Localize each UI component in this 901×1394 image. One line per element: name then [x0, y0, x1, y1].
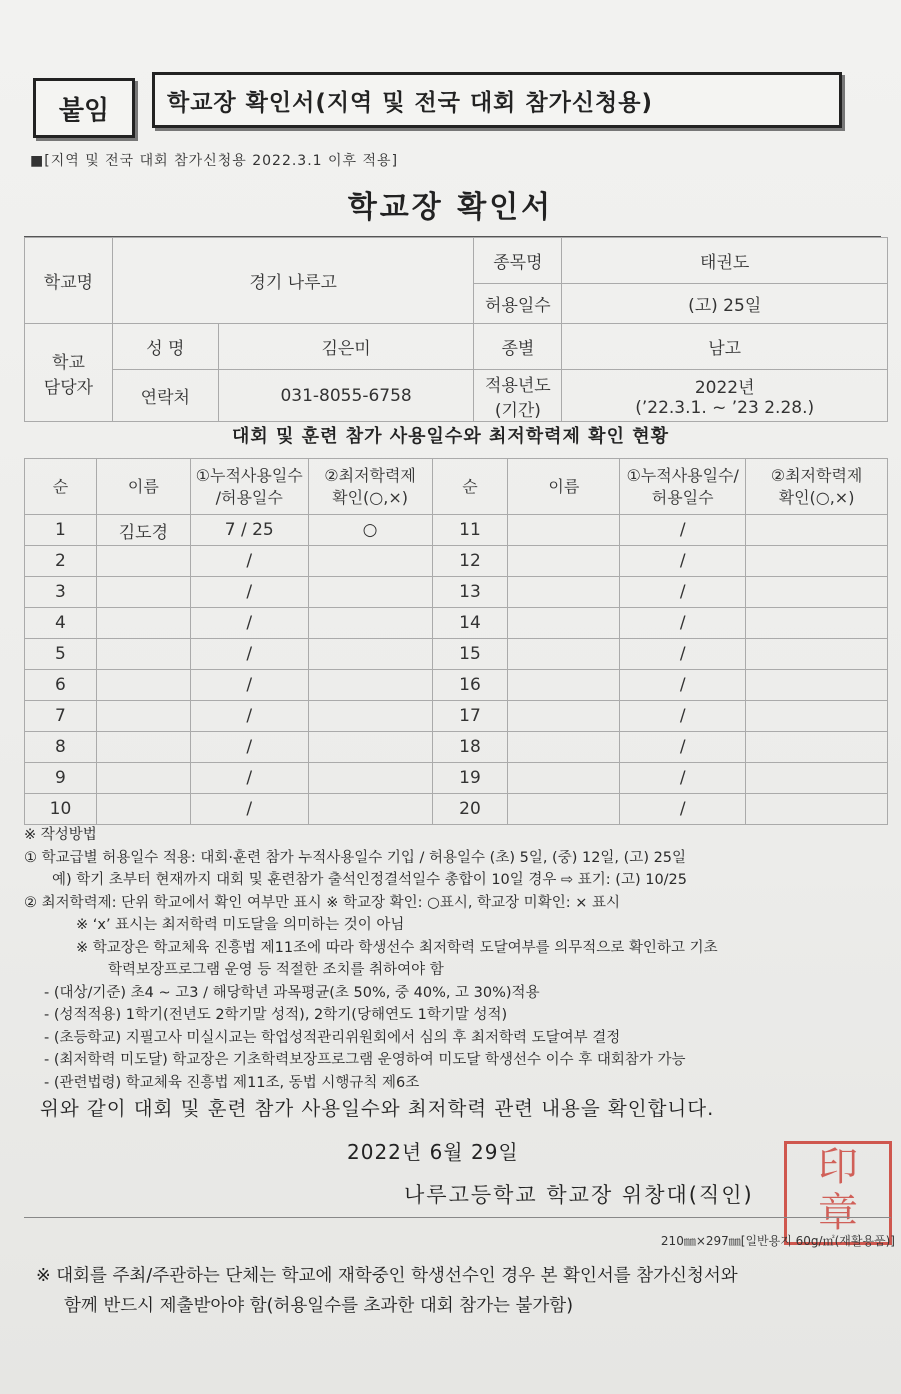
event-value: 태권도 — [562, 238, 888, 284]
row-number-cell: 2 — [25, 546, 97, 577]
used-days-cell: / — [620, 546, 746, 577]
confirmation-statement: 위와 같이 대회 및 훈련 참가 사용일수와 최저학력 관련 내용을 확인합니다. — [40, 1097, 715, 1120]
note-line: ※ ‘x’ 표시는 최저학력 미도달을 의미하는 것이 아님 — [76, 917, 405, 933]
row-number-cell: 9 — [25, 763, 97, 794]
division-label: 종별 — [474, 324, 562, 370]
note-line: ※ 작성방법 — [24, 827, 97, 843]
paper-spec: 210㎜×297㎜[일반용지 60g/㎡(재활용품)] — [660, 1234, 895, 1248]
table-row — [25, 639, 888, 670]
used-days-cell: / — [620, 670, 746, 701]
used-days-cell: / — [620, 701, 746, 732]
min-academic-check-cell — [746, 794, 888, 825]
row-number-cell: 11 — [432, 515, 508, 546]
used-days-cell: / — [190, 763, 308, 794]
header-min-line2: 확인(○,×) — [332, 487, 408, 507]
header-min-right-line1: ②최저학력제 — [770, 465, 863, 485]
row-number-cell: 18 — [432, 732, 508, 763]
footnote — [36, 1261, 886, 1321]
header-name: 이름 — [96, 459, 190, 515]
period-year: 2022년 — [694, 378, 755, 398]
row-number-cell: 4 — [25, 608, 97, 639]
min-academic-check-cell — [746, 763, 888, 794]
name-value: 김은미 — [218, 324, 474, 370]
min-academic-check-cell — [746, 639, 888, 670]
min-academic-check-cell: ○ — [308, 515, 432, 546]
header-used-days-right — [620, 459, 746, 515]
row-number-cell: 7 — [25, 701, 97, 732]
used-days-cell: / — [620, 608, 746, 639]
used-days-cell: / — [190, 639, 308, 670]
student-name-cell — [96, 794, 190, 825]
note-line: ① 학교급별 허용일수 적용: 대회·훈련 참가 누적사용일수 기입 / 허용일수 (초) 5일, (중) 12일, (고) 25일 — [24, 849, 687, 866]
min-academic-check-cell — [308, 639, 432, 670]
info-table — [24, 237, 888, 422]
student-name-cell: 김도경 — [96, 515, 190, 546]
student-name-cell — [508, 794, 620, 825]
school-value: 경기 나루고 — [112, 238, 474, 324]
manager-label-line2: 담당자 — [43, 377, 94, 398]
used-days-cell: / — [190, 794, 308, 825]
note-line: 학력보장프로그램 운영 등 적절한 조치를 취하여야 함 — [108, 962, 444, 978]
table-row — [25, 577, 888, 608]
header-used-line1: ①누적사용일수 — [195, 465, 303, 485]
header-used-right-line1: ①누적사용일수/ — [626, 465, 739, 485]
student-name-cell — [508, 546, 620, 577]
row-number-cell: 6 — [25, 670, 97, 701]
min-academic-check-cell — [746, 577, 888, 608]
min-academic-check-cell — [746, 608, 888, 639]
header-min-right-line2: 확인(○,×) — [778, 487, 855, 507]
used-days-cell: / — [620, 794, 746, 825]
min-academic-check-cell — [308, 608, 432, 639]
issue-date: 2022년 6월 29일 — [347, 1140, 519, 1164]
document-header-title: 학교장 확인서(지역 및 전국 대회 참가신청용) — [152, 72, 842, 128]
row-number-cell: 12 — [432, 546, 508, 577]
header-name-right: 이름 — [508, 459, 620, 515]
table-row — [25, 515, 888, 546]
used-days-cell: 7 / 25 — [190, 515, 308, 546]
header-used-right-line2: 허용일수 — [651, 487, 714, 507]
student-name-cell — [96, 577, 190, 608]
row-number-cell: 8 — [25, 732, 97, 763]
used-days-cell: / — [620, 577, 746, 608]
row-number-cell: 15 — [432, 639, 508, 670]
min-academic-check-cell — [746, 701, 888, 732]
row-number-cell: 13 — [432, 577, 508, 608]
used-days-cell: / — [620, 732, 746, 763]
manager-label-line1: 학교 — [52, 352, 85, 373]
event-label: 종목명 — [474, 238, 562, 284]
note-line: - (최저학력 미도달) 학교장은 기초학력보장프로그램 운영하여 미도달 학생선수 이수 후 대회참가 가능 — [44, 1052, 686, 1068]
used-days-cell: / — [190, 732, 308, 763]
row-number-cell: 5 — [25, 639, 97, 670]
row-number-cell: 19 — [432, 763, 508, 794]
student-name-cell — [508, 608, 620, 639]
name-label: 성 명 — [112, 324, 218, 370]
student-name-cell — [508, 701, 620, 732]
used-days-cell: / — [190, 701, 308, 732]
min-academic-check-cell — [746, 670, 888, 701]
note-line: - (초등학교) 지필고사 미실시교는 학업성적관리위원회에서 심의 후 최저학력 도달여부 결정 — [44, 1029, 621, 1046]
footnote-line: 함께 반드시 제출받아야 함(허용일수를 초과한 대회 참가는 불가함) — [64, 1296, 574, 1316]
allowed-days-label: 허용일수 — [474, 284, 562, 324]
period-value — [562, 370, 888, 422]
allowed-days-value: (고) 25일 — [562, 284, 888, 324]
table-row — [25, 732, 888, 763]
manager-label — [25, 324, 113, 422]
min-academic-check-cell — [746, 546, 888, 577]
table-row — [25, 608, 888, 639]
min-academic-check-cell — [308, 670, 432, 701]
student-name-cell — [96, 732, 190, 763]
header-min-academic — [308, 459, 432, 515]
contact-value: 031-8055-6758 — [218, 370, 474, 422]
used-days-cell: / — [190, 670, 308, 701]
student-name-cell — [96, 763, 190, 794]
student-name-cell — [508, 639, 620, 670]
note-line: ※ 학교장은 학교체육 진흥법 제11조에 따라 학생선수 최저학력 도달여부를 의무적으로 확인하고 기초 — [76, 939, 718, 956]
table-row — [25, 546, 888, 577]
header-used-line2: /허용일수 — [215, 487, 283, 507]
used-days-cell: / — [620, 639, 746, 670]
contact-label: 연락처 — [112, 370, 218, 422]
min-academic-check-cell — [308, 763, 432, 794]
footnote-line: ※ 대회를 주최/주관하는 단체는 학교에 재학중인 학생선수인 경우 본 확인서를 참가신청서와 — [36, 1266, 738, 1286]
row-number-cell: 17 — [432, 701, 508, 732]
note-line: - (대상/기준) 초4 ~ 고3 / 해당학년 과목평균(초 50%, 중 40%, 고 30%)적용 — [44, 984, 540, 1001]
applicability-note: ■[지역 및 전국 대회 참가신청용 2022.3.1 이후 적용] — [30, 153, 399, 169]
attachment-badge: 붙임 — [33, 78, 135, 138]
period-label — [474, 370, 562, 422]
used-days-cell: / — [190, 577, 308, 608]
attendance-table — [24, 458, 888, 825]
min-academic-check-cell — [308, 546, 432, 577]
header-used-days — [190, 459, 308, 515]
page-title: 학교장 확인서 — [347, 190, 554, 225]
row-number-cell: 1 — [25, 515, 97, 546]
used-days-cell: / — [620, 515, 746, 546]
note-line: ② 최저학력제: 단위 학교에서 확인 여부만 표시 ※ 학교장 확인: ○표시, 학교장 미확인: × 표시 — [24, 894, 620, 911]
table-row — [25, 794, 888, 825]
min-academic-check-cell — [308, 732, 432, 763]
principal-signature: 나루고등학교 학교장 위창대(직인) — [404, 1183, 754, 1207]
table-row — [25, 670, 888, 701]
table-row — [25, 763, 888, 794]
row-number-cell: 14 — [432, 608, 508, 639]
header-min-line1: ②최저학력제 — [324, 465, 416, 485]
header-no: 순 — [25, 459, 97, 515]
division-value: 남고 — [562, 324, 888, 370]
min-academic-check-cell — [308, 701, 432, 732]
row-number-cell: 3 — [25, 577, 97, 608]
row-number-cell: 16 — [432, 670, 508, 701]
writing-instructions — [24, 824, 900, 1094]
header-no-right: 순 — [432, 459, 508, 515]
divider — [24, 1217, 891, 1218]
school-label: 학교명 — [25, 238, 113, 324]
min-academic-check-cell — [746, 515, 888, 546]
used-days-cell: / — [620, 763, 746, 794]
official-seal-stamp: 印 章 — [784, 1141, 892, 1245]
student-name-cell — [508, 670, 620, 701]
student-name-cell — [508, 577, 620, 608]
period-label-line1: 적용년도 — [485, 375, 551, 396]
period-range: (’22.3.1. ~ ’23 2.28.) — [635, 398, 815, 418]
min-academic-check-cell — [308, 794, 432, 825]
note-line: 예) 학기 초부터 현재까지 대회 및 훈련참가 출석인정결석일수 총합이 10일 경우 ⇨ 표기: (고) 10/25 — [52, 872, 688, 888]
section-title: 대회 및 훈련 참가 사용일수와 최저학력제 확인 현황 — [231, 426, 669, 447]
period-label-line2: (기간) — [494, 400, 541, 421]
row-number-cell: 20 — [432, 794, 508, 825]
min-academic-check-cell — [746, 732, 888, 763]
student-name-cell — [508, 732, 620, 763]
used-days-cell: / — [190, 546, 308, 577]
header-min-academic-right — [746, 459, 888, 515]
used-days-cell: / — [190, 608, 308, 639]
note-line: - (성적적용) 1학기(전년도 2학기말 성적), 2학기(당해연도 1학기말 성적) — [44, 1007, 508, 1023]
table-row — [25, 701, 888, 732]
attendance-rows — [25, 515, 888, 825]
student-name-cell — [508, 763, 620, 794]
min-academic-check-cell — [308, 577, 432, 608]
student-name-cell — [96, 639, 190, 670]
note-line: - (관련법령) 학교체육 진흥법 제11조, 동법 시행규칙 제6조 — [44, 1074, 420, 1091]
student-name-cell — [96, 701, 190, 732]
student-name-cell — [96, 608, 190, 639]
row-number-cell: 10 — [25, 794, 97, 825]
student-name-cell — [96, 546, 190, 577]
student-name-cell — [508, 515, 620, 546]
student-name-cell — [96, 670, 190, 701]
